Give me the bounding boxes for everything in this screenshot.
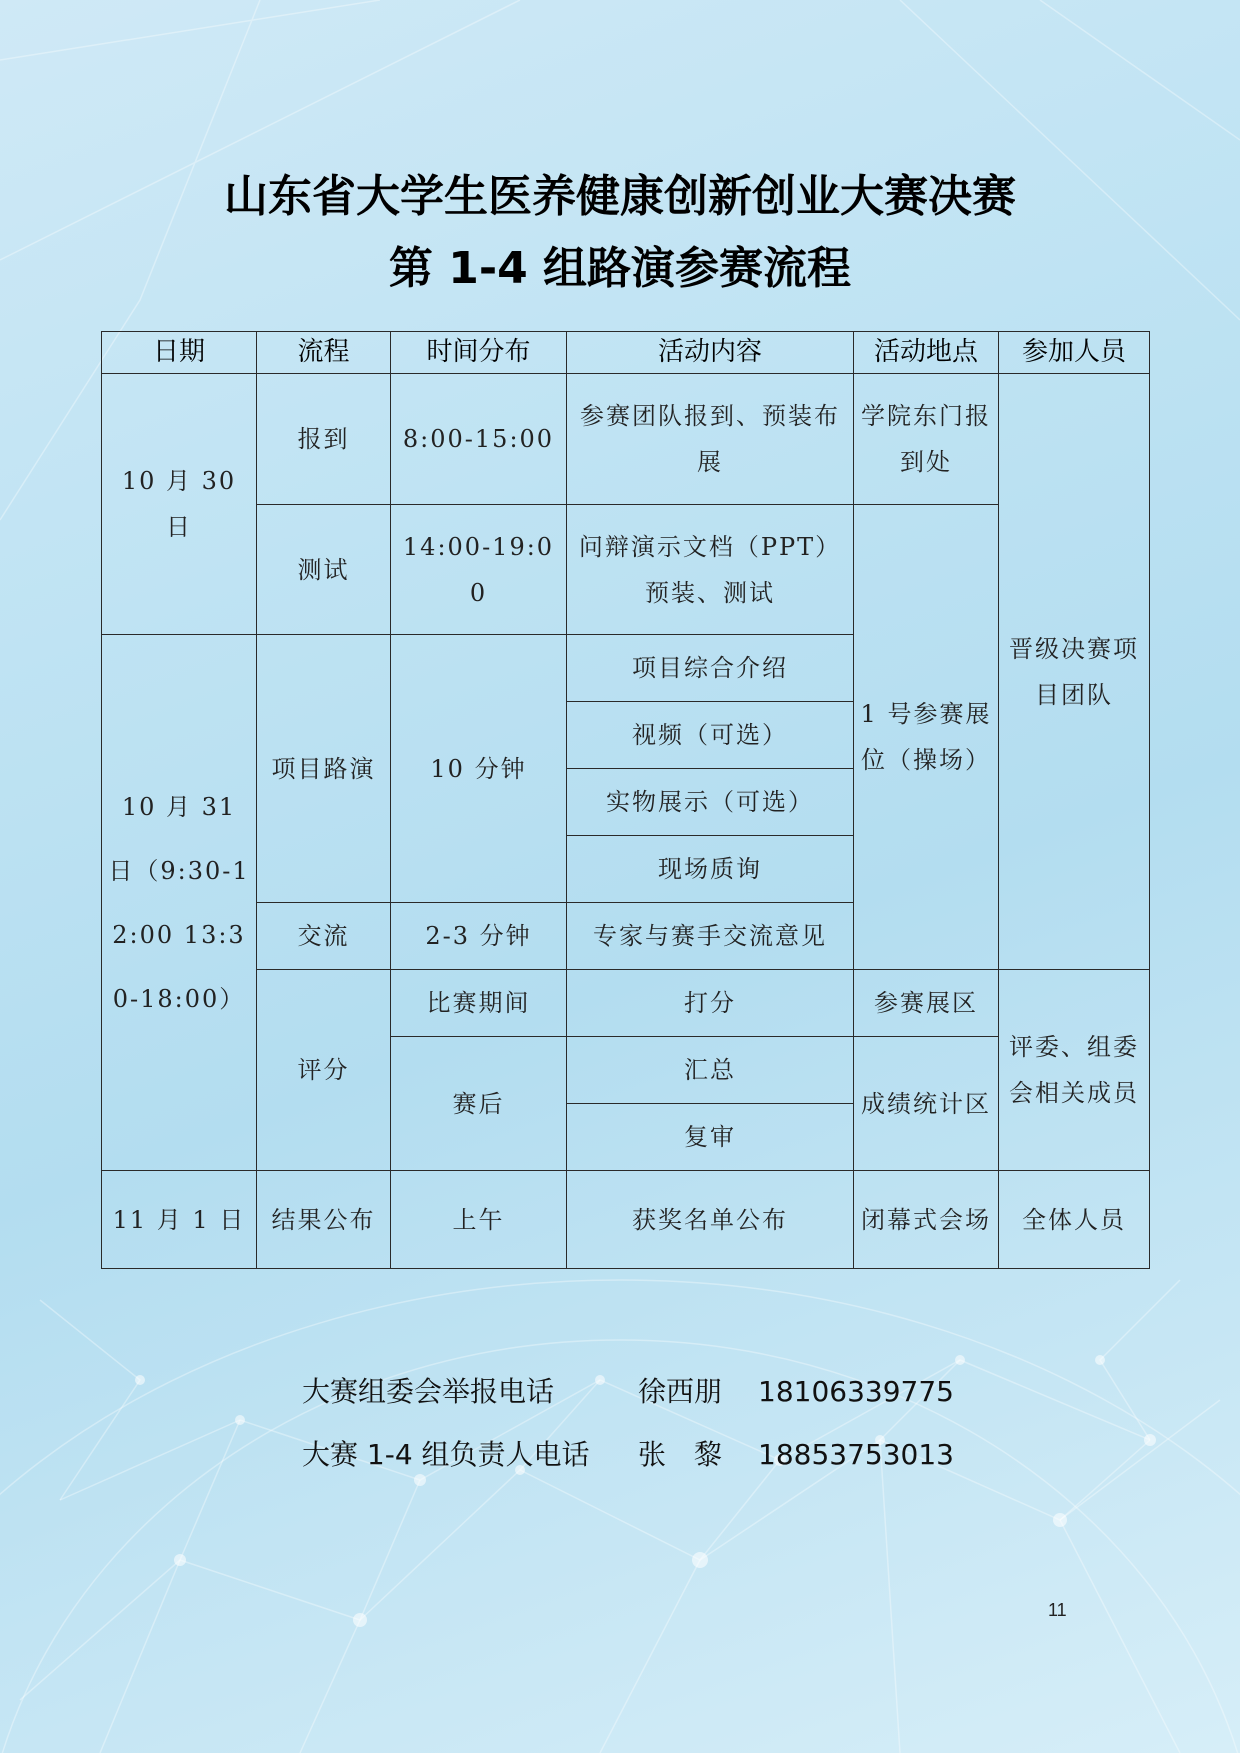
cell-participants: 全体人员 (999, 1171, 1150, 1269)
cell-time: 上午 (391, 1171, 567, 1269)
cell-activity: 视频（可选） (567, 702, 854, 769)
cell-process: 交流 (257, 903, 391, 970)
cell-participants: 晋级决赛项目团队 (999, 374, 1150, 970)
schedule-table (101, 331, 1150, 1269)
cell-activity: 打分 (567, 970, 854, 1037)
header-date: 日期 (102, 332, 257, 374)
page-number: 11 (1048, 1600, 1067, 1620)
cell-activity: 复审 (567, 1104, 854, 1171)
contact-phone: 18853753013 (758, 1438, 954, 1471)
cell-date: 11 月 1 日 (102, 1171, 257, 1269)
cell-activity: 问辩演示文档（PPT）预装、测试 (567, 505, 854, 635)
header-process: 流程 (257, 332, 391, 374)
table-row (102, 374, 1150, 505)
header-time: 时间分布 (391, 332, 567, 374)
header-participants: 参加人员 (999, 332, 1150, 374)
contact-label: 大赛组委会举报电话 (302, 1375, 555, 1408)
cell-activity: 参赛团队报到、预装布展 (567, 374, 854, 505)
cell-process: 结果公布 (257, 1171, 391, 1269)
cell-activity: 获奖名单公布 (567, 1171, 854, 1269)
header-location: 活动地点 (854, 332, 999, 374)
contact-name: 徐西朋 (638, 1375, 723, 1408)
cell-time: 2-3 分钟 (391, 903, 567, 970)
cell-time: 比赛期间 (391, 970, 567, 1037)
cell-activity: 实物展示（可选） (567, 769, 854, 836)
cell-time: 赛后 (391, 1037, 567, 1171)
cell-activity: 汇总 (567, 1037, 854, 1104)
cell-location: 闭幕式会场 (854, 1171, 999, 1269)
page-subtitle: 第 1-4 组路演参赛流程 (388, 243, 852, 294)
cell-location: 1 号参赛展位（操场） (854, 505, 999, 970)
cell-process: 项目路演 (257, 635, 391, 903)
cell-process: 报到 (257, 374, 391, 505)
cell-date: 10 月 30 日 (102, 374, 257, 635)
cell-time: 8:00-15:00 (391, 374, 567, 505)
table-row (102, 1171, 1150, 1269)
cell-location: 参赛展区 (854, 970, 999, 1037)
cell-date: 10 月 31 日（9:30-12:00 13:30-18:00） (102, 635, 257, 1171)
contact-phone: 18106339775 (758, 1375, 954, 1408)
cell-activity: 现场质询 (567, 836, 854, 903)
cell-activity: 项目综合介绍 (567, 635, 854, 702)
table-row (102, 505, 1150, 635)
table-row (102, 970, 1150, 1037)
cell-activity: 专家与赛手交流意见 (567, 903, 854, 970)
header-activity: 活动内容 (567, 332, 854, 374)
contact-line-report (302, 1370, 954, 1410)
table-header-row (102, 332, 1150, 374)
contact-label: 大赛 1-4 组负责人电话 (302, 1438, 590, 1471)
contact-line-group-lead (302, 1433, 954, 1473)
cell-process: 评分 (257, 970, 391, 1171)
cell-process: 测试 (257, 505, 391, 635)
page-title: 山东省大学生医养健康创新创业大赛决赛 (224, 171, 1016, 222)
cell-time: 14:00-19:00 (391, 505, 567, 635)
cell-participants: 评委、组委会相关成员 (999, 970, 1150, 1171)
contact-name: 张 黎 (638, 1438, 723, 1471)
cell-location: 成绩统计区 (854, 1037, 999, 1171)
cell-time: 10 分钟 (391, 635, 567, 903)
cell-location: 学院东门报到处 (854, 374, 999, 505)
